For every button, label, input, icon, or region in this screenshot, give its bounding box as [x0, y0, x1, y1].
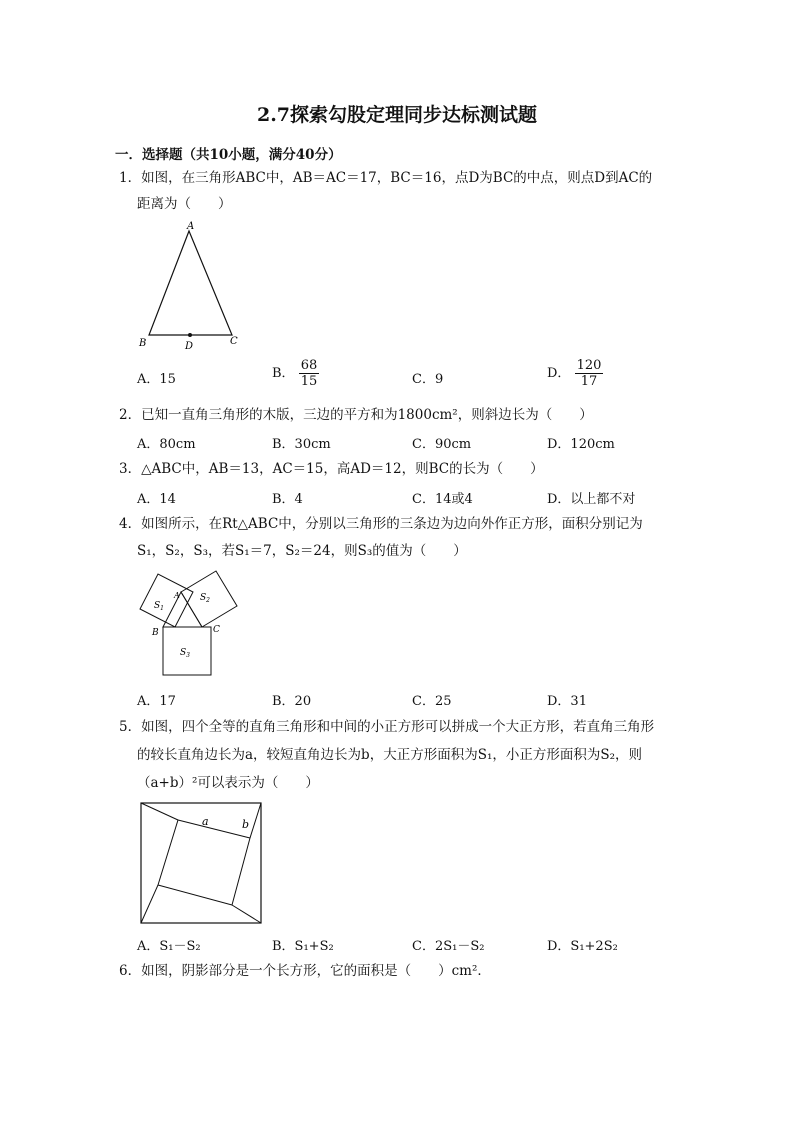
fraction-denominator: 15 — [300, 374, 318, 389]
triangle-edge-top — [141, 803, 178, 820]
q5-stem-line2: 的较长直角边长为a，较短直角边长为b，大正方形面积为S₁，小正方形面积为S₂，则 — [137, 747, 643, 763]
right-triangle — [163, 592, 202, 627]
q1-triangle-figure — [132, 218, 244, 352]
q1-option-b-fraction — [299, 358, 320, 389]
q4-option-c: C．25 — [412, 694, 452, 709]
q2-option-a: A．80cm — [137, 437, 196, 452]
label-a: A — [187, 221, 195, 232]
q5-option-d: D．S₁+2S₂ — [547, 939, 618, 954]
midpoint-d — [188, 333, 192, 337]
label-b: B — [152, 628, 159, 638]
q1-option-d-prefix: D． — [547, 366, 571, 381]
q5-stem-line1: 5．如图，四个全等的直角三角形和中间的小正方形可以拼成一个大正方形，若直角三角形 — [119, 719, 655, 735]
q3-option-d: D．以上都不对 — [547, 492, 636, 507]
q1-stem-line2: 距离为（ ） — [137, 196, 232, 212]
label-d: D — [185, 341, 194, 352]
q1-option-d — [547, 358, 603, 389]
q1-option-a: A．15 — [137, 372, 176, 387]
q4-squares-figure — [132, 566, 244, 684]
square-s3 — [163, 627, 211, 675]
square-s1 — [140, 574, 193, 627]
q5-stem-line3: （a+b）²可以表示为（ ） — [137, 775, 319, 791]
q2-option-b: B．30cm — [272, 437, 331, 452]
q4-option-a: A．17 — [137, 694, 176, 709]
fraction-numerator: 120 — [576, 358, 602, 373]
triangle-edge-right — [250, 803, 261, 838]
label-c: C — [213, 625, 220, 635]
page-title: 2.7探索勾股定理同步达标测试题 — [256, 104, 538, 126]
q1-option-d-fraction — [575, 358, 604, 389]
inner-square — [158, 820, 250, 905]
q3-option-c: C．14或4 — [412, 492, 473, 507]
q6-stem: 6．如图，阴影部分是一个长方形，它的面积是（ ）cm²． — [119, 963, 491, 979]
q2-option-d: D．120cm — [547, 437, 615, 452]
fraction-numerator: 68 — [300, 358, 318, 373]
label-a: a — [202, 815, 209, 828]
q4-option-d: D．31 — [547, 694, 587, 709]
q1-stem-line1: 1．如图，在三角形ABC中，AB＝AC＝17，BC＝16，点D为BC的中点，则点D到AC的 — [119, 170, 653, 186]
q1-option-c: C．9 — [412, 372, 444, 387]
label-b: B — [139, 338, 147, 349]
triangle-abc — [149, 231, 232, 335]
label-a: A — [174, 591, 180, 600]
q5-option-c: C．2S₁－S₂ — [412, 939, 485, 954]
triangle-edge-left — [141, 885, 158, 923]
q4-stem-line2: S₁，S₂，S₃，若S₁＝7，S₂＝24，则S₃的值为（ ） — [137, 543, 467, 559]
q2-stem: 2．已知一直角三角形的木版，三边的平方和为1800cm²，则斜边长为（ ） — [119, 407, 593, 423]
label-s1: $S_1$ — [154, 601, 164, 612]
q5-option-b: B．S₁+S₂ — [272, 939, 334, 954]
section-heading: 一．选择题（共10小题，满分40分） — [115, 147, 342, 163]
q3-stem: 3．△ABC中，AB＝13，AC＝15，高AD＝12，则BC的长为（ ） — [119, 461, 544, 477]
label-b: b — [242, 818, 250, 831]
q5-option-a: A．S₁－S₂ — [137, 939, 201, 954]
label-s2: $S_2$ — [200, 593, 210, 604]
q3-option-b: B．4 — [272, 492, 303, 507]
q4-option-b: B．20 — [272, 694, 312, 709]
q3-option-a: A．14 — [137, 492, 176, 507]
q4-stem-line1: 4．如图所示，在Rt△ABC中，分别以三角形的三条边为边向外作正方形，面积分别记为 — [119, 516, 643, 532]
q1-option-b — [272, 358, 319, 389]
q1-option-b-prefix: B． — [272, 366, 295, 381]
q5-pythagoras-square-figure — [138, 800, 264, 926]
label-c: C — [230, 336, 238, 347]
triangle-edge-bottom — [232, 905, 261, 923]
q2-option-c: C．90cm — [412, 437, 472, 452]
fraction-denominator: 17 — [580, 374, 598, 389]
label-s3: $S_3$ — [180, 648, 190, 659]
